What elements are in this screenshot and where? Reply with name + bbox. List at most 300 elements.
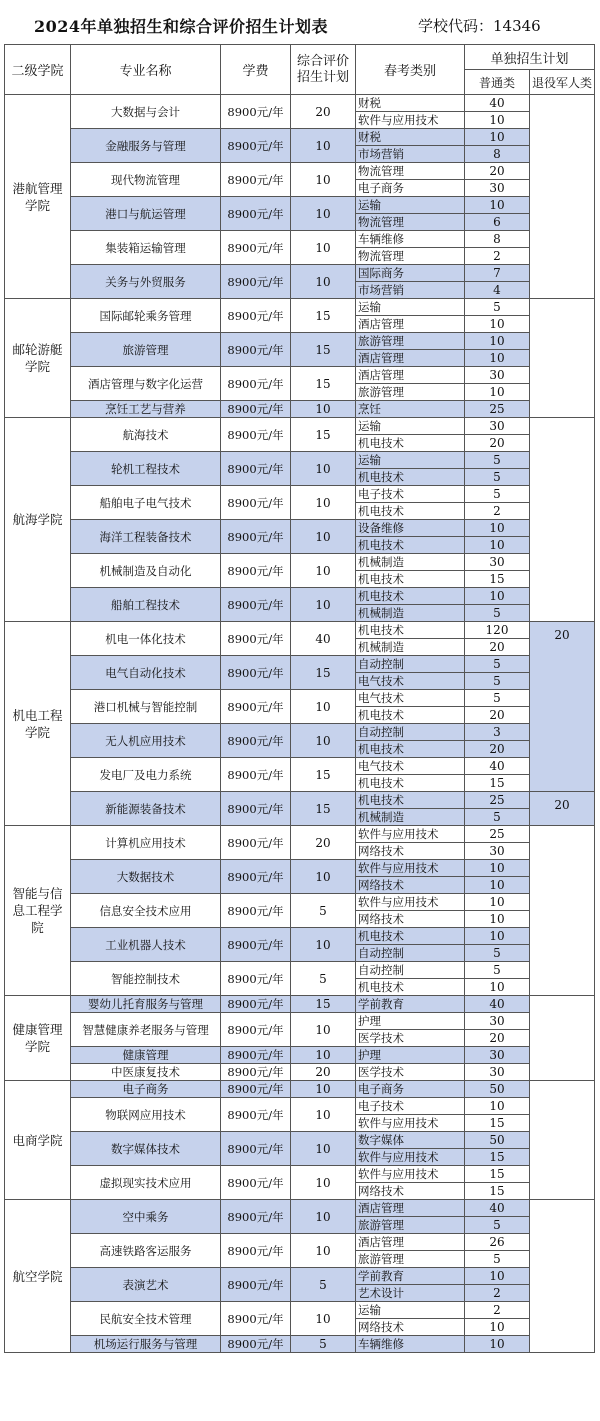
plan-table bbox=[4, 44, 595, 1353]
category-cell: 电气技术 bbox=[356, 690, 465, 707]
veteran-empty-cell bbox=[530, 418, 595, 622]
fee-cell: 8900元/年 bbox=[221, 1064, 291, 1081]
regular-count-cell: 10 bbox=[465, 588, 530, 605]
category-cell: 自动控制 bbox=[356, 945, 465, 962]
comp-plan-cell: 15 bbox=[291, 333, 356, 367]
fee-cell: 8900元/年 bbox=[221, 367, 291, 401]
category-cell: 机电技术 bbox=[356, 469, 465, 486]
regular-count-cell: 30 bbox=[465, 1047, 530, 1064]
regular-count-cell: 5 bbox=[465, 690, 530, 707]
fee-cell: 8900元/年 bbox=[221, 197, 291, 231]
regular-count-cell: 10 bbox=[465, 537, 530, 554]
fee-cell: 8900元/年 bbox=[221, 520, 291, 554]
comp-plan-cell: 15 bbox=[291, 996, 356, 1013]
category-cell: 国际商务 bbox=[356, 265, 465, 282]
category-cell: 学前教育 bbox=[356, 996, 465, 1013]
fee-cell: 8900元/年 bbox=[221, 486, 291, 520]
table-row bbox=[5, 401, 595, 418]
regular-count-cell: 6 bbox=[465, 214, 530, 231]
comp-plan-cell: 10 bbox=[291, 401, 356, 418]
regular-count-cell: 2 bbox=[465, 1302, 530, 1319]
comp-plan-cell: 5 bbox=[291, 1268, 356, 1302]
category-cell: 网络技术 bbox=[356, 877, 465, 894]
fee-cell: 8900元/年 bbox=[221, 1268, 291, 1302]
comp-plan-cell: 15 bbox=[291, 656, 356, 690]
regular-count-cell: 30 bbox=[465, 1013, 530, 1030]
major-name: 现代物流管理 bbox=[71, 163, 221, 197]
table-row bbox=[5, 1268, 595, 1285]
fee-cell: 8900元/年 bbox=[221, 1132, 291, 1166]
regular-count-cell: 7 bbox=[465, 265, 530, 282]
comp-plan-cell: 15 bbox=[291, 299, 356, 333]
category-cell: 电子技术 bbox=[356, 486, 465, 503]
comp-plan-cell: 10 bbox=[291, 860, 356, 894]
comp-plan-cell: 10 bbox=[291, 1013, 356, 1047]
category-cell: 旅游管理 bbox=[356, 1251, 465, 1268]
major-name: 港口与航运管理 bbox=[71, 197, 221, 231]
comp-plan-cell: 10 bbox=[291, 1234, 356, 1268]
regular-count-cell: 10 bbox=[465, 894, 530, 911]
table-row bbox=[5, 792, 595, 809]
regular-count-cell: 30 bbox=[465, 367, 530, 384]
regular-count-cell: 20 bbox=[465, 639, 530, 656]
category-cell: 烹饪 bbox=[356, 401, 465, 418]
fee-cell: 8900元/年 bbox=[221, 1234, 291, 1268]
header-category: 春考类别 bbox=[356, 45, 465, 95]
fee-cell: 8900元/年 bbox=[221, 299, 291, 333]
table-row bbox=[5, 758, 595, 775]
major-name: 关务与外贸服务 bbox=[71, 265, 221, 299]
category-cell: 运输 bbox=[356, 452, 465, 469]
regular-count-cell: 50 bbox=[465, 1081, 530, 1098]
regular-count-cell: 10 bbox=[465, 129, 530, 146]
veteran-count-cell: 20 bbox=[530, 792, 595, 826]
category-cell: 物流管理 bbox=[356, 214, 465, 231]
regular-count-cell: 20 bbox=[465, 163, 530, 180]
veteran-empty-cell bbox=[530, 826, 595, 996]
comp-plan-cell: 10 bbox=[291, 265, 356, 299]
category-cell: 市场营销 bbox=[356, 282, 465, 299]
comp-plan-cell: 10 bbox=[291, 197, 356, 231]
regular-count-cell: 10 bbox=[465, 520, 530, 537]
comp-plan-cell: 20 bbox=[291, 95, 356, 129]
table-row bbox=[5, 1081, 595, 1098]
major-name: 物联网应用技术 bbox=[71, 1098, 221, 1132]
table-row bbox=[5, 265, 595, 282]
regular-count-cell: 5 bbox=[465, 605, 530, 622]
comp-plan-cell: 15 bbox=[291, 792, 356, 826]
table-row bbox=[5, 996, 595, 1013]
category-cell: 软件与应用技术 bbox=[356, 1115, 465, 1132]
major-name: 婴幼儿托育服务与管理 bbox=[71, 996, 221, 1013]
major-name: 计算机应用技术 bbox=[71, 826, 221, 860]
comp-plan-cell: 5 bbox=[291, 1336, 356, 1353]
veteran-empty-cell bbox=[530, 95, 595, 299]
comp-plan-cell: 10 bbox=[291, 1081, 356, 1098]
fee-cell: 8900元/年 bbox=[221, 1081, 291, 1098]
category-cell: 软件与应用技术 bbox=[356, 826, 465, 843]
major-name: 工业机器人技术 bbox=[71, 928, 221, 962]
table-row bbox=[5, 1047, 595, 1064]
fee-cell: 8900元/年 bbox=[221, 333, 291, 367]
category-cell: 网络技术 bbox=[356, 1183, 465, 1200]
comp-plan-cell: 20 bbox=[291, 1064, 356, 1081]
major-name: 船舶工程技术 bbox=[71, 588, 221, 622]
veteran-empty-cell bbox=[530, 1200, 595, 1353]
header-fee: 学费 bbox=[221, 45, 291, 95]
category-cell: 机械制造 bbox=[356, 605, 465, 622]
fee-cell: 8900元/年 bbox=[221, 826, 291, 860]
regular-count-cell: 15 bbox=[465, 1115, 530, 1132]
fee-cell: 8900元/年 bbox=[221, 1336, 291, 1353]
category-cell: 电气技术 bbox=[356, 758, 465, 775]
category-cell: 电气技术 bbox=[356, 673, 465, 690]
fee-cell: 8900元/年 bbox=[221, 129, 291, 163]
fee-cell: 8900元/年 bbox=[221, 860, 291, 894]
fee-cell: 8900元/年 bbox=[221, 962, 291, 996]
college-name: 港航管理学院 bbox=[5, 95, 71, 299]
fee-cell: 8900元/年 bbox=[221, 1200, 291, 1234]
regular-count-cell: 8 bbox=[465, 231, 530, 248]
major-name: 表演艺术 bbox=[71, 1268, 221, 1302]
major-name: 智能控制技术 bbox=[71, 962, 221, 996]
regular-count-cell: 5 bbox=[465, 673, 530, 690]
comp-plan-cell: 10 bbox=[291, 486, 356, 520]
regular-count-cell: 10 bbox=[465, 197, 530, 214]
regular-count-cell: 15 bbox=[465, 1183, 530, 1200]
major-name: 新能源装备技术 bbox=[71, 792, 221, 826]
table-row bbox=[5, 894, 595, 911]
regular-count-cell: 5 bbox=[465, 945, 530, 962]
fee-cell: 8900元/年 bbox=[221, 418, 291, 452]
regular-count-cell: 10 bbox=[465, 1098, 530, 1115]
table-row bbox=[5, 724, 595, 741]
fee-cell: 8900元/年 bbox=[221, 656, 291, 690]
major-name: 大数据技术 bbox=[71, 860, 221, 894]
regular-count-cell: 10 bbox=[465, 333, 530, 350]
category-cell: 自动控制 bbox=[356, 962, 465, 979]
regular-count-cell: 30 bbox=[465, 554, 530, 571]
major-name: 发电厂及电力系统 bbox=[71, 758, 221, 792]
regular-count-cell: 20 bbox=[465, 741, 530, 758]
category-cell: 设备维修 bbox=[356, 520, 465, 537]
category-cell: 医学技术 bbox=[356, 1064, 465, 1081]
table-row bbox=[5, 1013, 595, 1030]
regular-count-cell: 4 bbox=[465, 282, 530, 299]
college-name: 健康管理学院 bbox=[5, 996, 71, 1081]
table-row bbox=[5, 299, 595, 316]
fee-cell: 8900元/年 bbox=[221, 231, 291, 265]
regular-count-cell: 10 bbox=[465, 112, 530, 129]
regular-count-cell: 15 bbox=[465, 571, 530, 588]
table-row bbox=[5, 690, 595, 707]
major-name: 轮机工程技术 bbox=[71, 452, 221, 486]
category-cell: 机电技术 bbox=[356, 928, 465, 945]
comp-plan-cell: 10 bbox=[291, 163, 356, 197]
college-name: 电商学院 bbox=[5, 1081, 71, 1200]
table-row bbox=[5, 1336, 595, 1353]
regular-count-cell: 30 bbox=[465, 418, 530, 435]
category-cell: 旅游管理 bbox=[356, 1217, 465, 1234]
comp-plan-cell: 15 bbox=[291, 758, 356, 792]
category-cell: 旅游管理 bbox=[356, 333, 465, 350]
regular-count-cell: 10 bbox=[465, 877, 530, 894]
major-name: 海洋工程装备技术 bbox=[71, 520, 221, 554]
fee-cell: 8900元/年 bbox=[221, 265, 291, 299]
regular-count-cell: 10 bbox=[465, 979, 530, 996]
major-name: 民航安全技术管理 bbox=[71, 1302, 221, 1336]
regular-count-cell: 40 bbox=[465, 1200, 530, 1217]
major-name: 国际邮轮乘务管理 bbox=[71, 299, 221, 333]
major-name: 航海技术 bbox=[71, 418, 221, 452]
category-cell: 车辆维修 bbox=[356, 1336, 465, 1353]
table-row bbox=[5, 554, 595, 571]
regular-count-cell: 5 bbox=[465, 656, 530, 673]
regular-count-cell: 15 bbox=[465, 1166, 530, 1183]
category-cell: 软件与应用技术 bbox=[356, 1166, 465, 1183]
regular-count-cell: 10 bbox=[465, 860, 530, 877]
major-name: 港口机械与智能控制 bbox=[71, 690, 221, 724]
comp-plan-cell: 10 bbox=[291, 1132, 356, 1166]
regular-count-cell: 5 bbox=[465, 962, 530, 979]
fee-cell: 8900元/年 bbox=[221, 996, 291, 1013]
comp-plan-cell: 10 bbox=[291, 588, 356, 622]
category-cell: 酒店管理 bbox=[356, 1234, 465, 1251]
college-name: 航空学院 bbox=[5, 1200, 71, 1353]
major-name: 机场运行服务与管理 bbox=[71, 1336, 221, 1353]
regular-count-cell: 10 bbox=[465, 928, 530, 945]
regular-count-cell: 5 bbox=[465, 469, 530, 486]
comp-plan-cell: 10 bbox=[291, 690, 356, 724]
comp-plan-cell: 5 bbox=[291, 894, 356, 928]
category-cell: 自动控制 bbox=[356, 656, 465, 673]
comp-plan-cell: 15 bbox=[291, 367, 356, 401]
category-cell: 机电技术 bbox=[356, 588, 465, 605]
college-name: 机电工程学院 bbox=[5, 622, 71, 826]
regular-count-cell: 40 bbox=[465, 758, 530, 775]
table-row bbox=[5, 520, 595, 537]
veteran-empty-cell bbox=[530, 996, 595, 1081]
fee-cell: 8900元/年 bbox=[221, 792, 291, 826]
college-name: 智能与信息工程学院 bbox=[5, 826, 71, 996]
fee-cell: 8900元/年 bbox=[221, 163, 291, 197]
fee-cell: 8900元/年 bbox=[221, 1047, 291, 1064]
header-major: 专业名称 bbox=[71, 45, 221, 95]
major-name: 虚拟现实技术应用 bbox=[71, 1166, 221, 1200]
category-cell: 机电技术 bbox=[356, 571, 465, 588]
category-cell: 运输 bbox=[356, 1302, 465, 1319]
header-single-plan: 单独招生计划 bbox=[465, 45, 595, 70]
table-row bbox=[5, 231, 595, 248]
comp-plan-cell: 15 bbox=[291, 418, 356, 452]
table-row bbox=[5, 1064, 595, 1081]
category-cell: 学前教育 bbox=[356, 1268, 465, 1285]
fee-cell: 8900元/年 bbox=[221, 690, 291, 724]
regular-count-cell: 10 bbox=[465, 316, 530, 333]
category-cell: 软件与应用技术 bbox=[356, 860, 465, 877]
major-name: 高速铁路客运服务 bbox=[71, 1234, 221, 1268]
major-name: 空中乘务 bbox=[71, 1200, 221, 1234]
category-cell: 运输 bbox=[356, 418, 465, 435]
plan-body bbox=[5, 95, 595, 1353]
fee-cell: 8900元/年 bbox=[221, 554, 291, 588]
comp-plan-cell: 10 bbox=[291, 1302, 356, 1336]
fee-cell: 8900元/年 bbox=[221, 724, 291, 758]
table-row bbox=[5, 95, 595, 112]
category-cell: 酒店管理 bbox=[356, 350, 465, 367]
major-name: 健康管理 bbox=[71, 1047, 221, 1064]
regular-count-cell: 40 bbox=[465, 95, 530, 112]
comp-plan-cell: 10 bbox=[291, 1166, 356, 1200]
category-cell: 艺术设计 bbox=[356, 1285, 465, 1302]
table-row bbox=[5, 1302, 595, 1319]
comp-plan-cell: 10 bbox=[291, 520, 356, 554]
category-cell: 机械制造 bbox=[356, 809, 465, 826]
comp-plan-cell: 5 bbox=[291, 962, 356, 996]
regular-count-cell: 5 bbox=[465, 452, 530, 469]
major-name: 智慧健康养老服务与管理 bbox=[71, 1013, 221, 1047]
header-college: 二级学院 bbox=[5, 45, 71, 95]
regular-count-cell: 10 bbox=[465, 1336, 530, 1353]
regular-count-cell: 25 bbox=[465, 792, 530, 809]
fee-cell: 8900元/年 bbox=[221, 452, 291, 486]
fee-cell: 8900元/年 bbox=[221, 1302, 291, 1336]
comp-plan-cell: 10 bbox=[291, 1047, 356, 1064]
major-name: 船舶电子电气技术 bbox=[71, 486, 221, 520]
category-cell: 财税 bbox=[356, 95, 465, 112]
comp-plan-cell: 10 bbox=[291, 1098, 356, 1132]
fee-cell: 8900元/年 bbox=[221, 1013, 291, 1047]
title-bar bbox=[0, 0, 600, 44]
veteran-empty-cell bbox=[530, 299, 595, 418]
table-row bbox=[5, 129, 595, 146]
major-name: 烹饪工艺与营养 bbox=[71, 401, 221, 418]
fee-cell: 8900元/年 bbox=[221, 758, 291, 792]
table-row bbox=[5, 1200, 595, 1217]
header-comp-plan: 综合评价招生计划 bbox=[291, 45, 356, 95]
category-cell: 机械制造 bbox=[356, 554, 465, 571]
category-cell: 机电技术 bbox=[356, 741, 465, 758]
table-row bbox=[5, 333, 595, 350]
fee-cell: 8900元/年 bbox=[221, 1166, 291, 1200]
regular-count-cell: 20 bbox=[465, 707, 530, 724]
major-name: 大数据与会计 bbox=[71, 95, 221, 129]
major-name: 中医康复技术 bbox=[71, 1064, 221, 1081]
table-row bbox=[5, 588, 595, 605]
table-row bbox=[5, 860, 595, 877]
category-cell: 物流管理 bbox=[356, 248, 465, 265]
category-cell: 机电技术 bbox=[356, 775, 465, 792]
fee-cell: 8900元/年 bbox=[221, 401, 291, 418]
major-name: 集装箱运输管理 bbox=[71, 231, 221, 265]
table-row bbox=[5, 418, 595, 435]
category-cell: 机电技术 bbox=[356, 979, 465, 996]
comp-plan-cell: 10 bbox=[291, 554, 356, 588]
table-row bbox=[5, 1132, 595, 1149]
header-veteran: 退役军人类 bbox=[530, 70, 595, 95]
regular-count-cell: 2 bbox=[465, 248, 530, 265]
regular-count-cell: 40 bbox=[465, 996, 530, 1013]
table-row bbox=[5, 1234, 595, 1251]
category-cell: 网络技术 bbox=[356, 843, 465, 860]
major-name: 信息安全技术应用 bbox=[71, 894, 221, 928]
category-cell: 机电技术 bbox=[356, 622, 465, 639]
major-name: 旅游管理 bbox=[71, 333, 221, 367]
fee-cell: 8900元/年 bbox=[221, 588, 291, 622]
school-code: 学校代码：14346 bbox=[418, 17, 541, 35]
major-name: 电子商务 bbox=[71, 1081, 221, 1098]
regular-count-cell: 25 bbox=[465, 401, 530, 418]
regular-count-cell: 120 bbox=[465, 622, 530, 639]
regular-count-cell: 2 bbox=[465, 1285, 530, 1302]
category-cell: 机电技术 bbox=[356, 435, 465, 452]
major-name: 无人机应用技术 bbox=[71, 724, 221, 758]
category-cell: 护理 bbox=[356, 1013, 465, 1030]
regular-count-cell: 26 bbox=[465, 1234, 530, 1251]
table-row bbox=[5, 486, 595, 503]
category-cell: 机电技术 bbox=[356, 503, 465, 520]
regular-count-cell: 15 bbox=[465, 775, 530, 792]
regular-count-cell: 5 bbox=[465, 299, 530, 316]
regular-count-cell: 5 bbox=[465, 1217, 530, 1234]
header-regular: 普通类 bbox=[465, 70, 530, 95]
regular-count-cell: 50 bbox=[465, 1132, 530, 1149]
regular-count-cell: 5 bbox=[465, 486, 530, 503]
regular-count-cell: 10 bbox=[465, 384, 530, 401]
regular-count-cell: 3 bbox=[465, 724, 530, 741]
comp-plan-cell: 40 bbox=[291, 622, 356, 656]
category-cell: 机械制造 bbox=[356, 639, 465, 656]
fee-cell: 8900元/年 bbox=[221, 1098, 291, 1132]
category-cell: 电子商务 bbox=[356, 1081, 465, 1098]
regular-count-cell: 25 bbox=[465, 826, 530, 843]
table-row bbox=[5, 197, 595, 214]
table-row bbox=[5, 826, 595, 843]
category-cell: 网络技术 bbox=[356, 911, 465, 928]
regular-count-cell: 30 bbox=[465, 180, 530, 197]
fee-cell: 8900元/年 bbox=[221, 928, 291, 962]
category-cell: 网络技术 bbox=[356, 1319, 465, 1336]
fee-cell: 8900元/年 bbox=[221, 622, 291, 656]
comp-plan-cell: 10 bbox=[291, 724, 356, 758]
regular-count-cell: 20 bbox=[465, 435, 530, 452]
comp-plan-cell: 10 bbox=[291, 231, 356, 265]
regular-count-cell: 30 bbox=[465, 843, 530, 860]
table-row bbox=[5, 452, 595, 469]
regular-count-cell: 20 bbox=[465, 1030, 530, 1047]
category-cell: 市场营销 bbox=[356, 146, 465, 163]
comp-plan-cell: 10 bbox=[291, 1200, 356, 1234]
table-row bbox=[5, 367, 595, 384]
regular-count-cell: 10 bbox=[465, 1268, 530, 1285]
category-cell: 运输 bbox=[356, 299, 465, 316]
table-row bbox=[5, 1166, 595, 1183]
regular-count-cell: 8 bbox=[465, 146, 530, 163]
regular-count-cell: 10 bbox=[465, 1319, 530, 1336]
regular-count-cell: 5 bbox=[465, 809, 530, 826]
category-cell: 运输 bbox=[356, 197, 465, 214]
comp-plan-cell: 10 bbox=[291, 928, 356, 962]
category-cell: 软件与应用技术 bbox=[356, 1149, 465, 1166]
veteran-count-cell: 20 bbox=[530, 622, 595, 792]
category-cell: 机电技术 bbox=[356, 537, 465, 554]
comp-plan-cell: 10 bbox=[291, 452, 356, 486]
category-cell: 电子技术 bbox=[356, 1098, 465, 1115]
category-cell: 物流管理 bbox=[356, 163, 465, 180]
table-row bbox=[5, 622, 595, 639]
category-cell: 机电技术 bbox=[356, 707, 465, 724]
category-cell: 医学技术 bbox=[356, 1030, 465, 1047]
